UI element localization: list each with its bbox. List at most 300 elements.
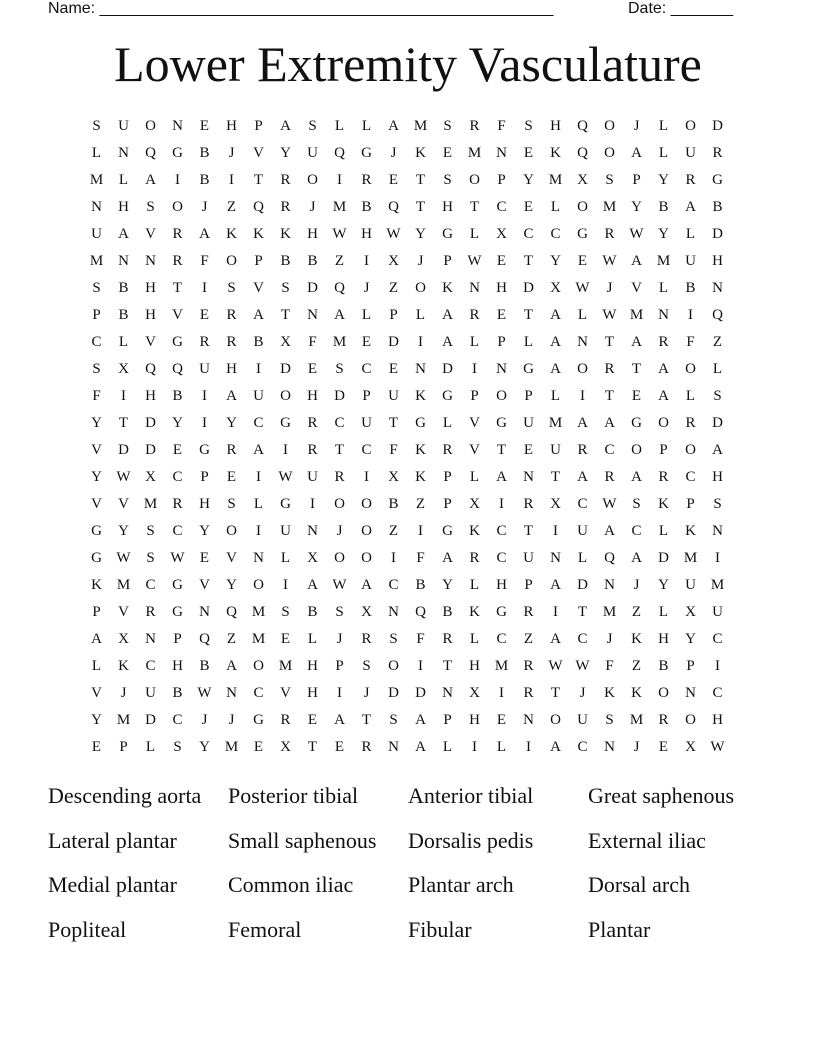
grid-letter[interactable]: W: [332, 577, 347, 593]
grid-letter[interactable]: A: [91, 631, 102, 647]
grid-letter[interactable]: L: [496, 739, 507, 755]
grid-letter[interactable]: A: [550, 739, 561, 755]
grid-letter[interactable]: N: [307, 523, 318, 539]
grid-letter[interactable]: E: [361, 334, 372, 350]
grid-letter[interactable]: W: [197, 685, 212, 701]
grid-letter[interactable]: A: [253, 307, 264, 323]
grid-letter[interactable]: F: [605, 658, 614, 674]
grid-letter[interactable]: D: [658, 550, 669, 566]
grid-letter[interactable]: C: [361, 361, 372, 377]
grid-letter[interactable]: Z: [388, 523, 399, 539]
grid-letter[interactable]: O: [388, 658, 399, 674]
grid-letter[interactable]: R: [685, 172, 696, 188]
grid-letter[interactable]: B: [685, 280, 696, 296]
grid-letter[interactable]: S: [146, 550, 155, 566]
grid-letter[interactable]: Q: [604, 550, 615, 566]
grid-letter[interactable]: E: [280, 631, 291, 647]
grid-letter[interactable]: G: [577, 226, 588, 242]
grid-letter[interactable]: W: [548, 658, 563, 674]
grid-letter[interactable]: C: [145, 577, 156, 593]
grid-letter[interactable]: A: [334, 712, 345, 728]
grid-letter[interactable]: C: [550, 226, 561, 242]
grid-letter[interactable]: F: [389, 442, 398, 458]
grid-letter[interactable]: B: [361, 199, 372, 215]
grid-letter[interactable]: L: [442, 739, 453, 755]
grid-letter[interactable]: K: [415, 469, 426, 485]
grid-letter[interactable]: U: [388, 388, 399, 404]
grid-letter[interactable]: L: [91, 658, 102, 674]
grid-letter[interactable]: H: [307, 226, 318, 242]
grid-letter[interactable]: B: [199, 145, 210, 161]
grid-letter[interactable]: B: [280, 253, 291, 269]
grid-letter[interactable]: P: [443, 469, 452, 485]
grid-letter[interactable]: N: [145, 253, 156, 269]
grid-letter[interactable]: P: [389, 307, 398, 323]
grid-letter[interactable]: G: [280, 496, 291, 512]
grid-letter[interactable]: A: [631, 145, 642, 161]
grid-letter[interactable]: K: [415, 145, 426, 161]
grid-letter[interactable]: P: [497, 334, 506, 350]
grid-letter[interactable]: F: [497, 118, 506, 134]
grid-letter[interactable]: D: [118, 442, 129, 458]
grid-letter[interactable]: Z: [631, 658, 642, 674]
grid-letter[interactable]: C: [712, 685, 723, 701]
grid-letter[interactable]: X: [280, 739, 291, 755]
grid-letter[interactable]: Y: [442, 577, 453, 593]
grid-letter[interactable]: E: [496, 307, 507, 323]
grid-letter[interactable]: B: [199, 658, 210, 674]
grid-letter[interactable]: S: [281, 280, 290, 296]
grid-letter[interactable]: J: [120, 685, 127, 701]
grid-letter[interactable]: K: [550, 145, 561, 161]
grid-letter[interactable]: A: [685, 199, 696, 215]
grid-letter[interactable]: Y: [91, 712, 102, 728]
grid-letter[interactable]: G: [631, 415, 642, 431]
grid-letter[interactable]: R: [523, 685, 534, 701]
grid-letter[interactable]: V: [469, 442, 480, 458]
grid-letter[interactable]: Z: [712, 334, 723, 350]
grid-letter[interactable]: O: [253, 577, 264, 593]
grid-letter[interactable]: W: [602, 307, 617, 323]
grid-letter[interactable]: N: [415, 361, 426, 377]
grid-letter[interactable]: T: [442, 658, 453, 674]
grid-letter[interactable]: U: [550, 442, 561, 458]
grid-letter[interactable]: Z: [523, 631, 534, 647]
grid-letter[interactable]: V: [199, 577, 210, 593]
grid-letter[interactable]: L: [469, 469, 480, 485]
grid-letter[interactable]: C: [172, 712, 183, 728]
grid-letter[interactable]: M: [89, 172, 104, 188]
grid-letter[interactable]: C: [496, 631, 507, 647]
grid-letter[interactable]: D: [388, 334, 399, 350]
grid-letter[interactable]: I: [472, 361, 477, 377]
grid-letter[interactable]: B: [658, 658, 669, 674]
grid-letter[interactable]: K: [280, 226, 291, 242]
grid-letter[interactable]: T: [550, 685, 561, 701]
grid-letter[interactable]: T: [361, 712, 372, 728]
grid-letter[interactable]: J: [228, 145, 235, 161]
grid-letter[interactable]: M: [656, 253, 671, 269]
grid-letter[interactable]: R: [442, 631, 453, 647]
grid-letter[interactable]: C: [361, 442, 372, 458]
grid-letter[interactable]: U: [685, 253, 696, 269]
grid-letter[interactable]: I: [121, 388, 126, 404]
grid-letter[interactable]: P: [632, 172, 641, 188]
grid-letter[interactable]: M: [251, 631, 266, 647]
grid-letter[interactable]: K: [226, 226, 237, 242]
grid-letter[interactable]: B: [118, 307, 129, 323]
grid-letter[interactable]: T: [307, 739, 318, 755]
grid-letter[interactable]: C: [496, 550, 507, 566]
grid-letter[interactable]: O: [469, 172, 480, 188]
grid-letter[interactable]: R: [361, 631, 372, 647]
grid-letter[interactable]: A: [577, 469, 588, 485]
grid-letter[interactable]: E: [199, 118, 210, 134]
grid-letter[interactable]: V: [172, 307, 183, 323]
grid-letter[interactable]: Y: [91, 469, 102, 485]
grid-letter[interactable]: E: [307, 712, 318, 728]
grid-letter[interactable]: H: [307, 685, 318, 701]
grid-letter[interactable]: R: [523, 604, 534, 620]
grid-letter[interactable]: N: [550, 550, 561, 566]
grid-letter[interactable]: O: [550, 712, 561, 728]
grid-letter[interactable]: L: [118, 334, 129, 350]
grid-letter[interactable]: D: [523, 280, 534, 296]
grid-letter[interactable]: Y: [658, 226, 669, 242]
grid-letter[interactable]: C: [253, 685, 264, 701]
grid-letter[interactable]: J: [336, 631, 343, 647]
grid-letter[interactable]: Y: [226, 415, 237, 431]
grid-letter[interactable]: S: [605, 712, 614, 728]
grid-letter[interactable]: Y: [523, 172, 534, 188]
grid-letter[interactable]: H: [712, 712, 723, 728]
grid-letter[interactable]: C: [712, 631, 723, 647]
grid-letter[interactable]: N: [658, 307, 669, 323]
name-field[interactable]: Name: ___________________________________________________: [48, 0, 554, 17]
grid-letter[interactable]: I: [364, 253, 369, 269]
grid-letter[interactable]: Q: [145, 361, 156, 377]
grid-letter[interactable]: E: [226, 469, 237, 485]
grid-letter[interactable]: T: [334, 442, 345, 458]
grid-letter[interactable]: F: [416, 631, 425, 647]
grid-letter[interactable]: S: [443, 172, 452, 188]
grid-letter[interactable]: R: [172, 253, 183, 269]
grid-letter[interactable]: R: [469, 550, 480, 566]
grid-letter[interactable]: N: [145, 631, 156, 647]
grid-letter[interactable]: E: [199, 307, 210, 323]
grid-letter[interactable]: U: [280, 523, 291, 539]
grid-letter[interactable]: S: [335, 361, 344, 377]
grid-letter[interactable]: P: [470, 388, 479, 404]
grid-letter[interactable]: M: [629, 712, 644, 728]
grid-letter[interactable]: N: [685, 685, 696, 701]
grid-letter[interactable]: T: [388, 415, 399, 431]
grid-letter[interactable]: D: [145, 442, 156, 458]
grid-letter[interactable]: S: [632, 496, 641, 512]
grid-letter[interactable]: D: [712, 415, 723, 431]
grid-letter[interactable]: O: [415, 280, 426, 296]
grid-letter[interactable]: R: [226, 334, 237, 350]
grid-letter[interactable]: B: [172, 388, 183, 404]
grid-letter[interactable]: A: [334, 307, 345, 323]
grid-letter[interactable]: Q: [712, 307, 723, 323]
grid-letter[interactable]: M: [251, 604, 266, 620]
grid-letter[interactable]: J: [363, 280, 370, 296]
grid-letter[interactable]: K: [658, 496, 669, 512]
grid-letter[interactable]: W: [710, 739, 725, 755]
grid-letter[interactable]: M: [332, 199, 347, 215]
grid-letter[interactable]: I: [283, 577, 288, 593]
grid-letter[interactable]: E: [577, 253, 588, 269]
grid-letter[interactable]: L: [577, 550, 588, 566]
grid-letter[interactable]: J: [201, 199, 208, 215]
grid-letter[interactable]: T: [631, 361, 642, 377]
grid-letter[interactable]: J: [606, 280, 613, 296]
grid-letter[interactable]: E: [496, 712, 507, 728]
grid-letter[interactable]: V: [145, 334, 156, 350]
grid-letter[interactable]: L: [253, 496, 264, 512]
grid-letter[interactable]: V: [91, 496, 102, 512]
grid-letter[interactable]: I: [202, 388, 207, 404]
grid-letter[interactable]: A: [496, 469, 507, 485]
grid-letter[interactable]: I: [364, 469, 369, 485]
grid-letter[interactable]: R: [658, 712, 669, 728]
grid-letter[interactable]: L: [658, 118, 669, 134]
grid-letter[interactable]: R: [469, 118, 480, 134]
grid-letter[interactable]: U: [361, 415, 372, 431]
grid-letter[interactable]: Q: [145, 145, 156, 161]
grid-letter[interactable]: R: [361, 739, 372, 755]
grid-letter[interactable]: A: [550, 361, 561, 377]
grid-letter[interactable]: Y: [415, 226, 426, 242]
grid-letter[interactable]: N: [712, 523, 723, 539]
grid-letter[interactable]: O: [307, 172, 318, 188]
grid-letter[interactable]: Y: [685, 631, 696, 647]
grid-letter[interactable]: S: [92, 118, 101, 134]
grid-letter[interactable]: C: [172, 523, 183, 539]
grid-letter[interactable]: E: [334, 739, 345, 755]
grid-letter[interactable]: X: [280, 334, 291, 350]
grid-letter[interactable]: J: [336, 523, 343, 539]
grid-letter[interactable]: K: [91, 577, 102, 593]
grid-letter[interactable]: N: [523, 469, 534, 485]
grid-letter[interactable]: M: [224, 739, 239, 755]
grid-letter[interactable]: V: [469, 415, 480, 431]
grid-letter[interactable]: U: [307, 145, 318, 161]
grid-letter[interactable]: O: [604, 145, 615, 161]
grid-letter[interactable]: B: [388, 496, 399, 512]
grid-letter[interactable]: G: [442, 226, 453, 242]
grid-letter[interactable]: X: [118, 631, 129, 647]
grid-letter[interactable]: U: [685, 145, 696, 161]
grid-letter[interactable]: Y: [658, 577, 669, 593]
grid-letter[interactable]: O: [145, 118, 156, 134]
grid-letter[interactable]: I: [256, 523, 261, 539]
grid-letter[interactable]: M: [629, 307, 644, 323]
grid-letter[interactable]: E: [442, 145, 453, 161]
grid-letter[interactable]: R: [226, 442, 237, 458]
grid-letter[interactable]: M: [548, 415, 563, 431]
grid-letter[interactable]: B: [712, 199, 723, 215]
grid-letter[interactable]: O: [685, 712, 696, 728]
grid-letter[interactable]: I: [310, 496, 315, 512]
grid-letter[interactable]: U: [523, 415, 534, 431]
grid-letter[interactable]: H: [712, 253, 723, 269]
grid-letter[interactable]: P: [119, 739, 128, 755]
grid-letter[interactable]: G: [172, 604, 183, 620]
grid-letter[interactable]: U: [253, 388, 264, 404]
grid-letter[interactable]: O: [685, 361, 696, 377]
grid-letter[interactable]: S: [335, 604, 344, 620]
grid-letter[interactable]: I: [337, 685, 342, 701]
grid-letter[interactable]: X: [550, 280, 561, 296]
grid-letter[interactable]: C: [577, 631, 588, 647]
grid-letter[interactable]: L: [469, 577, 480, 593]
grid-letter[interactable]: U: [91, 226, 102, 242]
grid-letter[interactable]: L: [91, 145, 102, 161]
grid-letter[interactable]: E: [91, 739, 102, 755]
grid-letter[interactable]: A: [631, 550, 642, 566]
grid-letter[interactable]: A: [226, 388, 237, 404]
grid-letter[interactable]: N: [388, 739, 399, 755]
grid-letter[interactable]: S: [92, 361, 101, 377]
grid-letter[interactable]: S: [524, 118, 533, 134]
grid-letter[interactable]: L: [469, 226, 480, 242]
grid-letter[interactable]: A: [226, 658, 237, 674]
grid-letter[interactable]: M: [710, 577, 725, 593]
grid-letter[interactable]: A: [631, 253, 642, 269]
grid-letter[interactable]: M: [332, 334, 347, 350]
grid-letter[interactable]: T: [253, 172, 264, 188]
grid-letter[interactable]: P: [200, 469, 209, 485]
grid-letter[interactable]: F: [308, 334, 317, 350]
grid-letter[interactable]: W: [575, 658, 590, 674]
grid-letter[interactable]: Y: [199, 523, 210, 539]
grid-letter[interactable]: U: [523, 550, 534, 566]
grid-letter[interactable]: G: [442, 523, 453, 539]
grid-letter[interactable]: T: [523, 523, 534, 539]
grid-letter[interactable]: D: [280, 361, 291, 377]
grid-letter[interactable]: P: [497, 172, 506, 188]
grid-letter[interactable]: E: [523, 199, 534, 215]
grid-letter[interactable]: D: [712, 226, 723, 242]
grid-letter[interactable]: Q: [172, 361, 183, 377]
grid-letter[interactable]: C: [91, 334, 102, 350]
grid-letter[interactable]: X: [145, 469, 156, 485]
grid-letter[interactable]: I: [418, 523, 423, 539]
grid-letter[interactable]: I: [337, 172, 342, 188]
grid-letter[interactable]: M: [602, 604, 617, 620]
grid-letter[interactable]: C: [145, 658, 156, 674]
grid-letter[interactable]: F: [416, 550, 425, 566]
grid-letter[interactable]: R: [658, 334, 669, 350]
grid-letter[interactable]: L: [469, 334, 480, 350]
grid-letter[interactable]: C: [496, 199, 507, 215]
grid-letter[interactable]: Z: [415, 496, 426, 512]
grid-letter[interactable]: T: [496, 442, 507, 458]
grid-letter[interactable]: T: [523, 253, 534, 269]
grid-letter[interactable]: M: [548, 172, 563, 188]
grid-letter[interactable]: B: [172, 685, 183, 701]
grid-letter[interactable]: X: [118, 361, 129, 377]
grid-letter[interactable]: Y: [118, 523, 129, 539]
grid-letter[interactable]: Q: [199, 631, 210, 647]
grid-letter[interactable]: G: [415, 415, 426, 431]
grid-letter[interactable]: O: [361, 496, 372, 512]
grid-letter[interactable]: P: [686, 496, 695, 512]
grid-letter[interactable]: N: [496, 361, 507, 377]
grid-letter[interactable]: Y: [280, 145, 291, 161]
grid-letter[interactable]: A: [577, 415, 588, 431]
grid-letter[interactable]: N: [577, 334, 588, 350]
grid-letter[interactable]: E: [523, 442, 534, 458]
grid-letter[interactable]: O: [253, 658, 264, 674]
grid-letter[interactable]: O: [361, 523, 372, 539]
grid-letter[interactable]: A: [550, 631, 561, 647]
grid-letter[interactable]: A: [199, 226, 210, 242]
grid-letter[interactable]: U: [712, 604, 723, 620]
grid-letter[interactable]: L: [469, 631, 480, 647]
grid-letter[interactable]: A: [658, 361, 669, 377]
grid-letter[interactable]: K: [685, 523, 696, 539]
grid-letter[interactable]: R: [226, 307, 237, 323]
grid-letter[interactable]: L: [658, 280, 669, 296]
grid-letter[interactable]: P: [254, 253, 263, 269]
grid-letter[interactable]: S: [227, 496, 236, 512]
grid-letter[interactable]: E: [253, 739, 264, 755]
grid-letter[interactable]: P: [443, 496, 452, 512]
grid-letter[interactable]: L: [550, 199, 561, 215]
grid-letter[interactable]: T: [280, 307, 291, 323]
grid-letter[interactable]: K: [469, 523, 480, 539]
grid-letter[interactable]: Y: [658, 172, 669, 188]
grid-letter[interactable]: I: [418, 334, 423, 350]
grid-letter[interactable]: G: [442, 388, 453, 404]
grid-letter[interactable]: R: [658, 469, 669, 485]
grid-letter[interactable]: H: [307, 388, 318, 404]
grid-letter[interactable]: I: [256, 361, 261, 377]
grid-letter[interactable]: K: [469, 604, 480, 620]
grid-letter[interactable]: Z: [334, 253, 345, 269]
grid-letter[interactable]: M: [602, 199, 617, 215]
grid-letter[interactable]: W: [602, 496, 617, 512]
grid-letter[interactable]: L: [118, 172, 129, 188]
grid-letter[interactable]: O: [226, 523, 237, 539]
grid-letter[interactable]: V: [631, 280, 642, 296]
grid-letter[interactable]: D: [712, 118, 723, 134]
grid-letter[interactable]: A: [307, 577, 318, 593]
grid-letter[interactable]: D: [307, 280, 318, 296]
grid-letter[interactable]: P: [92, 307, 101, 323]
grid-letter[interactable]: B: [442, 604, 453, 620]
grid-letter[interactable]: K: [604, 685, 615, 701]
grid-letter[interactable]: W: [386, 226, 401, 242]
grid-letter[interactable]: R: [604, 361, 615, 377]
grid-letter[interactable]: I: [418, 658, 423, 674]
grid-letter[interactable]: I: [202, 415, 207, 431]
grid-letter[interactable]: N: [91, 199, 102, 215]
grid-letter[interactable]: H: [145, 388, 156, 404]
grid-letter[interactable]: I: [283, 442, 288, 458]
grid-letter[interactable]: R: [361, 172, 372, 188]
grid-letter[interactable]: E: [199, 550, 210, 566]
grid-letter[interactable]: H: [145, 307, 156, 323]
grid-letter[interactable]: I: [175, 172, 180, 188]
grid-letter[interactable]: C: [577, 739, 588, 755]
grid-letter[interactable]: R: [172, 496, 183, 512]
grid-letter[interactable]: P: [524, 388, 533, 404]
grid-letter[interactable]: L: [577, 307, 588, 323]
